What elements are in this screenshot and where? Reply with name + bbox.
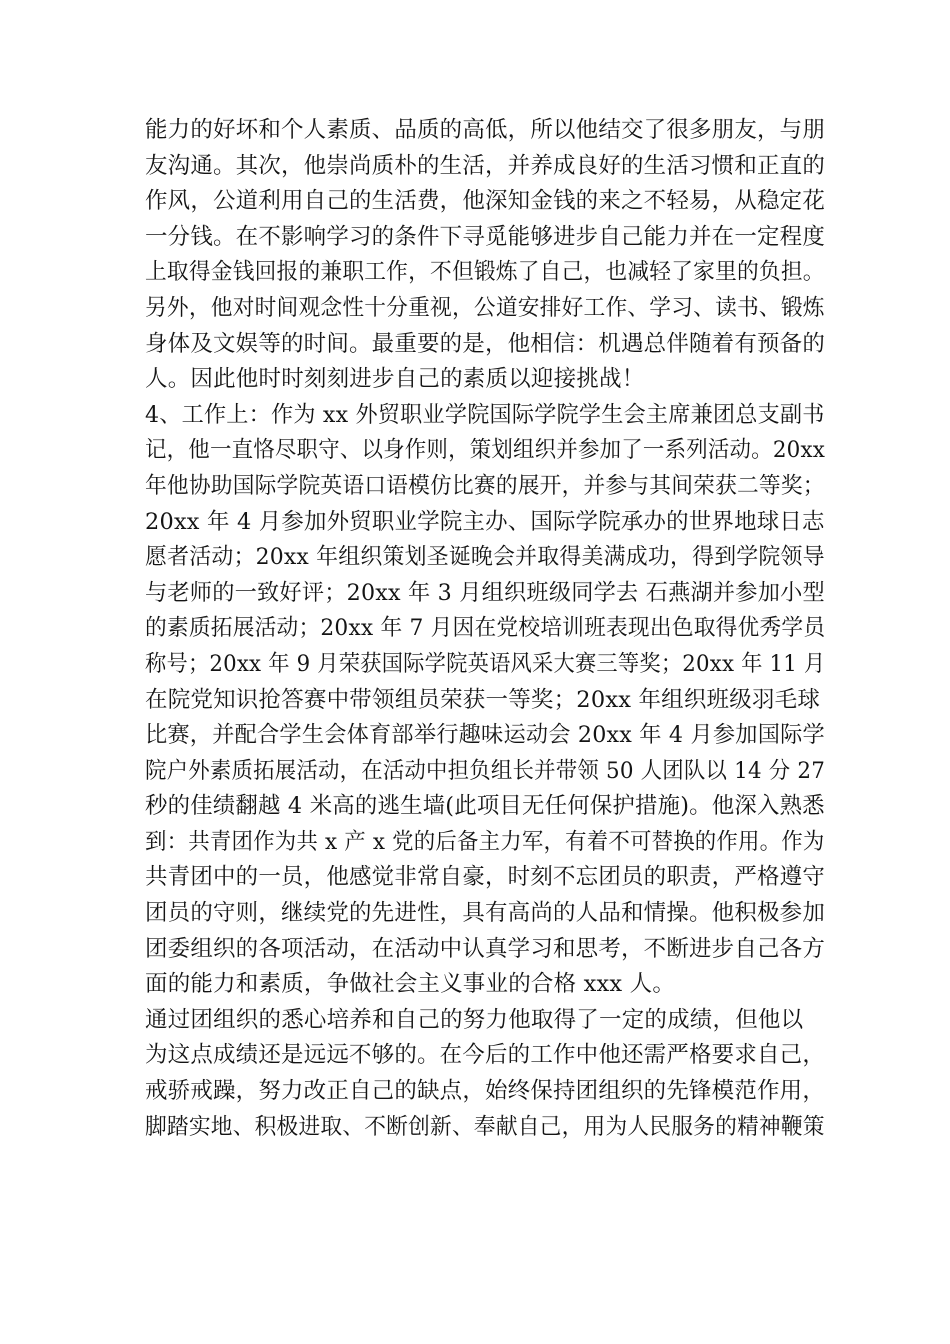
text-line: 脚踏实地、积极进取、不断创新、奉献自己，用为人民服务的精神鞭策 <box>145 1113 825 1140</box>
text-line: 年他协助国际学院英语口语模仿比赛的展开，并参与其间荣获二等奖； <box>145 472 825 499</box>
text-line: 通过团组织的悉心培养和自己的努力他取得了一定的成绩，但他以 <box>145 1006 804 1033</box>
text-line: 为这点成绩还是远远不够的。在今后的工作中他还需严格要求自己， <box>145 1042 825 1069</box>
text-line: 到：共青团作为共 x 产 x 党的后备主力军，有着不可替换的作用。作为 <box>145 828 825 855</box>
text-line: 20xx 年 4 月参加外贸职业学院主办、国际学院承办的世界地球日志 <box>145 508 825 535</box>
text-line: 的素质拓展活动；20xx 年 7 月因在党校培训班表现出色取得优秀学员 <box>145 615 826 642</box>
text-line: 身体及文娱等的时间。最重要的是，他相信：机遇总伴随着有预备的 <box>145 330 825 357</box>
text-line: 另外，他对时间观念性十分重视，公道安排好工作、学习、读书、锻炼 <box>145 294 825 321</box>
text-line: 在院党知识抢答赛中带领组员荣获一等奖；20xx 年组织班级羽毛球 <box>145 686 821 713</box>
text-line: 4、工作上：作为 xx 外贸职业学院国际学院学生会主席兼团总支副书 <box>145 401 825 428</box>
text-line: 院户外素质拓展活动，在活动中担负组长并带领 50 人团队以 14 分 27 <box>145 757 826 784</box>
text-line: 团员的守则，继续党的先进性，具有高尚的人品和情操。他积极参加 <box>145 900 825 927</box>
text-line: 团委组织的各项活动，在活动中认真学习和思考，不断进步自己各方 <box>145 935 825 962</box>
text-line: 一分钱。在不影响学习的条件下寻觅能够进步自己能力并在一定程度 <box>145 223 825 250</box>
text-line: 称号；20xx 年 9 月荣获国际学院英语风采大赛三等奖；20xx 年 11 月 <box>145 650 826 677</box>
text-line: 作风，公道利用自己的生活费，他深知金钱的来之不轻易，从稳定花 <box>145 188 825 215</box>
text-line: 记，他一直恪尽职守、以身作则，策划组织并参加了一系列活动。20xx <box>145 437 826 464</box>
text-line: 秒的佳绩翻越 4 米高的逃生墙(此项目无任何保护措施)。他深入熟悉 <box>145 793 825 820</box>
text-line: 友沟通。其次，他崇尚质朴的生活，并养成良好的生活习惯和正直的 <box>145 152 825 179</box>
text-line: 戒骄戒躁，努力改正自己的缺点，始终保持团组织的先锋模范作用， <box>145 1078 825 1105</box>
text-line: 能力的好坏和个人素质、品质的高低，所以他结交了很多朋友，与朋 <box>145 117 825 143</box>
text-line: 上取得金钱回报的兼职工作，不但锻炼了自己，也减轻了家里的负担。 <box>145 259 825 286</box>
text-line: 人。因此他时时刻刻进步自己的素质以迎接挑战！ <box>145 366 645 393</box>
text-line: 共青团中的一员，他感觉非常自豪，时刻不忘团员的职责，严格遵守 <box>145 864 825 891</box>
text-line: 愿者活动；20xx 年组织策划圣诞晚会并取得美满成功，得到学院领导 <box>145 544 825 571</box>
document-body <box>145 113 825 1145</box>
text-line: 与老师的一致好评；20xx 年 3 月组织班级同学去 石燕湖并参加小型 <box>145 579 825 606</box>
text-line: 比赛，并配合学生会体育部举行趣味运动会 20xx 年 4 月参加国际学 <box>145 722 825 749</box>
text-line: 面的能力和素质，争做社会主义事业的合格 xxx 人。 <box>145 971 676 998</box>
